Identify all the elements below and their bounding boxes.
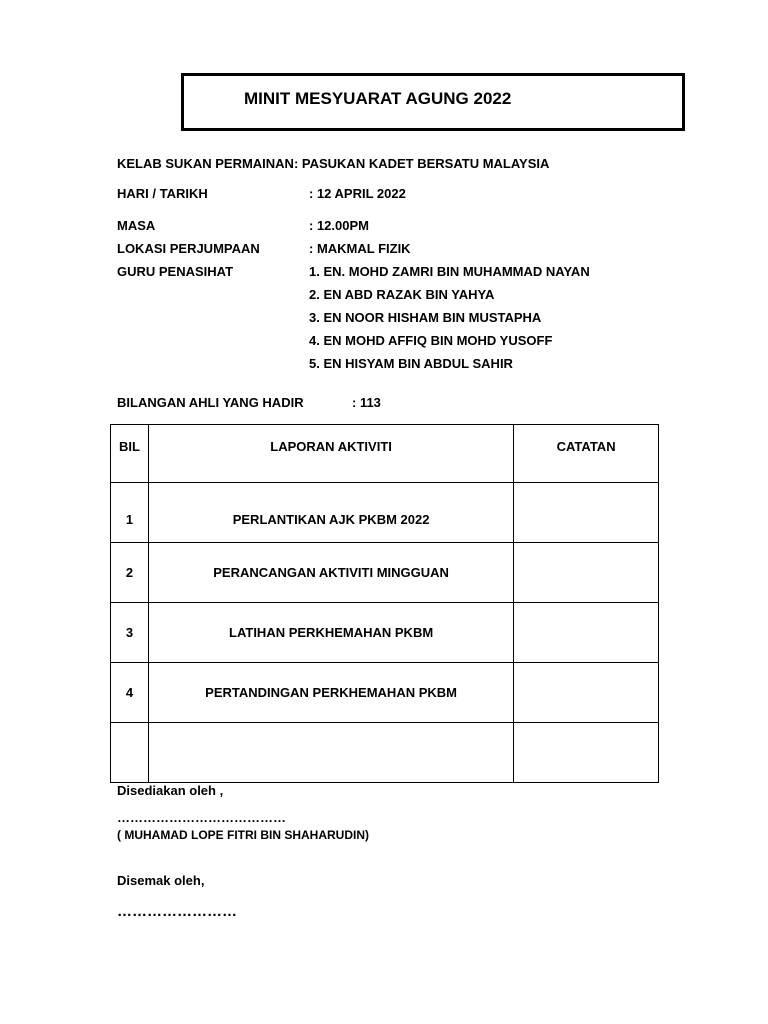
date-label: HARI / TARIKH <box>117 186 208 201</box>
table-row <box>111 603 659 663</box>
prepared-by-label: Disediakan oleh , <box>117 783 224 798</box>
activity-table <box>110 424 659 783</box>
checked-signature-line: …………………… <box>117 903 237 920</box>
date-value: : 12 APRIL 2022 <box>309 186 406 201</box>
row-note <box>514 723 659 783</box>
table-row <box>111 483 659 543</box>
header-laporan: LAPORAN AKTIVITI <box>148 425 513 483</box>
row-bil <box>111 723 149 783</box>
row-bil: 4 <box>111 663 149 723</box>
row-note <box>514 543 659 603</box>
advisor-label: GURU PENASIHAT <box>117 264 234 279</box>
row-activity: PERANCANGAN AKTIVITI MINGGUAN <box>148 543 513 603</box>
attendance-label: BILANGAN AHLI YANG HADIR <box>117 395 304 410</box>
header-bil: BIL <box>111 425 149 483</box>
row-activity: PERLANTIKAN AJK PKBM 2022 <box>148 483 513 543</box>
document-title: MINIT MESYUARAT AGUNG 2022 <box>244 89 512 108</box>
location-label: LOKASI PERJUMPAAN <box>117 241 260 256</box>
attendance-value: : 113 <box>352 395 381 410</box>
row-bil: 1 <box>111 483 149 543</box>
row-bil: 3 <box>111 603 149 663</box>
table-row <box>111 543 659 603</box>
location-value: : MAKMAL FIZIK <box>309 241 411 256</box>
table-header-row <box>111 425 659 483</box>
prepared-by-name: ( MUHAMAD LOPE FITRI BIN SHAHARUDIN) <box>117 828 369 842</box>
row-bil: 2 <box>111 543 149 603</box>
row-note <box>514 483 659 543</box>
checked-by-label: Disemak oleh, <box>117 873 205 888</box>
advisor-1: 1. EN. MOHD ZAMRI BIN MUHAMMAD NAYAN <box>309 264 590 279</box>
row-activity: LATIHAN PERKHEMAHAN PKBM <box>148 603 513 663</box>
table-row <box>111 723 659 783</box>
advisor-4: 4. EN MOHD AFFIQ BIN MOHD YUSOFF <box>309 333 553 348</box>
time-label: MASA <box>117 218 156 233</box>
prepared-signature-line: ………………………………… <box>117 810 286 825</box>
row-note <box>514 663 659 723</box>
row-activity <box>148 723 513 783</box>
title-box <box>181 73 685 131</box>
table-row <box>111 663 659 723</box>
advisor-5: 5. EN HISYAM BIN ABDUL SAHIR <box>309 356 513 371</box>
advisor-3: 3. EN NOOR HISHAM BIN MUSTAPHA <box>309 310 542 325</box>
club-line: KELAB SUKAN PERMAINAN: PASUKAN KADET BERSATU MALAYSIA <box>117 156 550 171</box>
time-value: : 12.00PM <box>309 218 369 233</box>
header-catatan: CATATAN <box>514 425 659 483</box>
row-note <box>514 603 659 663</box>
advisor-2: 2. EN ABD RAZAK BIN YAHYA <box>309 287 495 302</box>
row-activity: PERTANDINGAN PERKHEMAHAN PKBM <box>148 663 513 723</box>
